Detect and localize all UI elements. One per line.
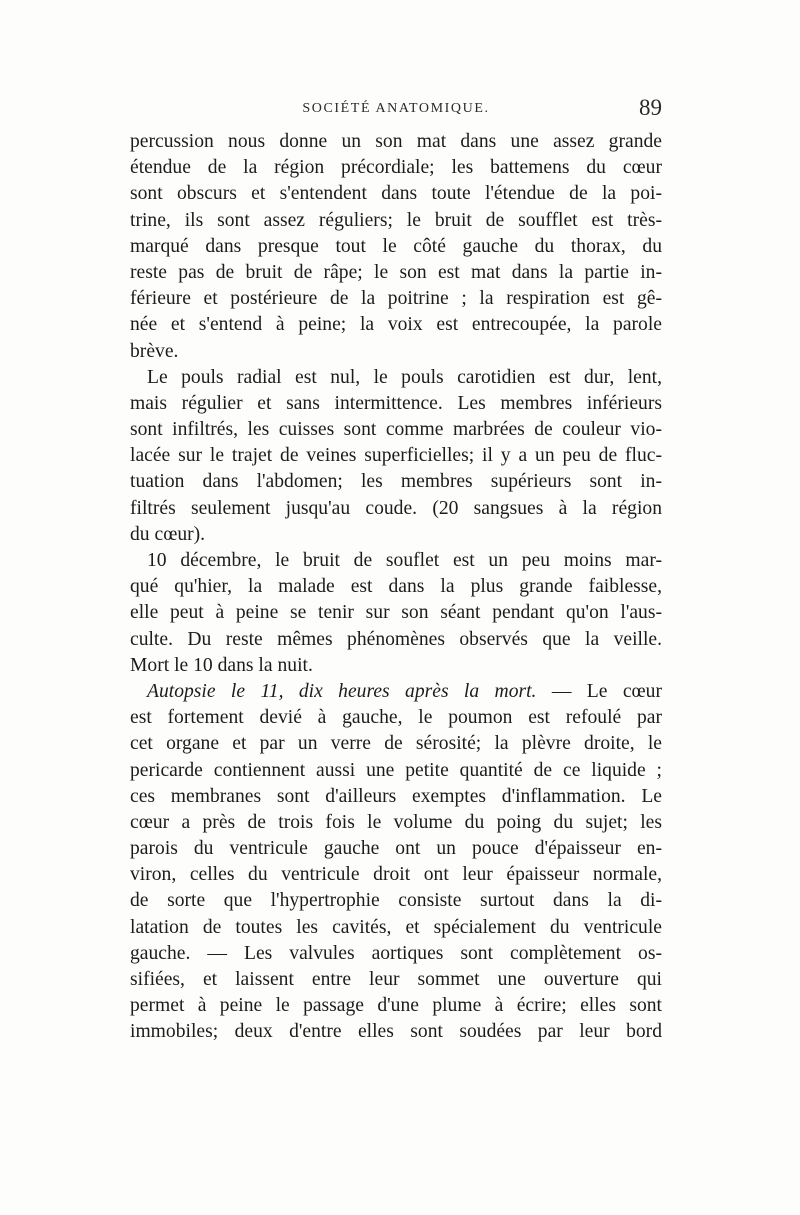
- text-line: marqué dans presque tout le côté gauche du thorax, du: [130, 235, 662, 257]
- text-line: ces membranes sont d'ailleurs exemptes d'inflammation. Le: [130, 785, 662, 807]
- body-text: [130, 129, 662, 1046]
- text-line: mais régulier et sans intermittence. Les membres inférieurs: [130, 392, 662, 414]
- running-head: [130, 95, 662, 125]
- text-line: pericarde contiennent aussi une petite quantité de ce liquide ;: [130, 759, 662, 781]
- text-line: parois du ventricule gauche ont un pouce d'épaisseur en-: [130, 838, 662, 860]
- text-line: viron, celles du ventricule droit ont leur épaisseur normale,: [130, 864, 662, 886]
- text-line-autopsie: [130, 679, 662, 705]
- text-line: étendue de la région précordiale; les battemens du cœur: [130, 157, 662, 179]
- text-line: de sorte que l'hypertrophie consiste surtout dans la di-: [130, 890, 662, 912]
- text-line: férieure et postérieure de la poitrine ; la respiration est gê-: [130, 288, 662, 310]
- text-line: filtrés seulement jusqu'au coude. (20 sangsues à la région: [130, 497, 662, 519]
- text-line: elle peut à peine se tenir sur son séant pendant qu'on l'aus-: [130, 602, 662, 624]
- text-line: Le pouls radial est nul, le pouls carotidien est dur, lent,: [147, 366, 662, 388]
- text-line: latation de toutes les cavités, et spécialement du ventricule: [130, 916, 662, 938]
- text-line: cet organe et par un verre de sérosité; la plèvre droite, le: [130, 733, 662, 755]
- text-line: sont infiltrés, les cuisses sont comme marbrées de couleur vio-: [130, 419, 662, 441]
- text-line: trine, ils sont assez réguliers; le bruit de soufflet est très-: [130, 209, 662, 231]
- text-line: est fortement devié à gauche, le poumon est refoulé par: [130, 707, 662, 729]
- text-line: 10 décembre, le bruit de souflet est un peu moins mar-: [147, 550, 662, 571]
- text-line: lacée sur le trajet de veines superficielles; il y a un peu de fluc-: [130, 445, 662, 467]
- text-line: permet à peine le passage d'une plume à écrire; elles sont: [130, 995, 662, 1017]
- text-line: reste pas de bruit de râpe; le son est mat dans la partie in-: [130, 261, 662, 283]
- text-line: cœur a près de trois fois le volume du poing du sujet; les: [130, 811, 662, 833]
- text-line: Mort le 10 dans la nuit.: [130, 654, 313, 676]
- text-line: brève.: [130, 340, 179, 362]
- autopsie-continuation: — Le cœur: [536, 680, 662, 702]
- text-line: percussion nous donne un son mat dans une assez grande: [130, 131, 662, 152]
- text-line: sifiées, et laissent entre leur sommet une ouverture qui: [130, 969, 662, 990]
- text-line: tuation dans l'abdomen; les membres supérieurs sont in-: [130, 471, 662, 493]
- text-line: gauche. — Les valvules aortiques sont complètement os-: [130, 942, 662, 964]
- text-line: sont obscurs et s'entendent dans toute l'étendue de la poi-: [130, 183, 662, 205]
- running-title: SOCIÉTÉ ANATOMIQUE.: [302, 101, 490, 116]
- text-line: immobiles; deux d'entre elles sont soudées par leur bord: [130, 1021, 662, 1043]
- text-line: née et s'entend à peine; la voix est entrecoupée, la parole: [130, 314, 662, 336]
- text-line: du cœur).: [130, 523, 206, 545]
- page-number: 89: [639, 95, 662, 120]
- autopsie-heading: Autopsie le 11, dix heures après la mort.: [147, 680, 537, 702]
- text-line: culte. Du reste mêmes phénomènes observés que la veille.: [130, 628, 662, 650]
- text-line: qué qu'hier, la malade est dans la plus grande faiblesse,: [130, 576, 662, 598]
